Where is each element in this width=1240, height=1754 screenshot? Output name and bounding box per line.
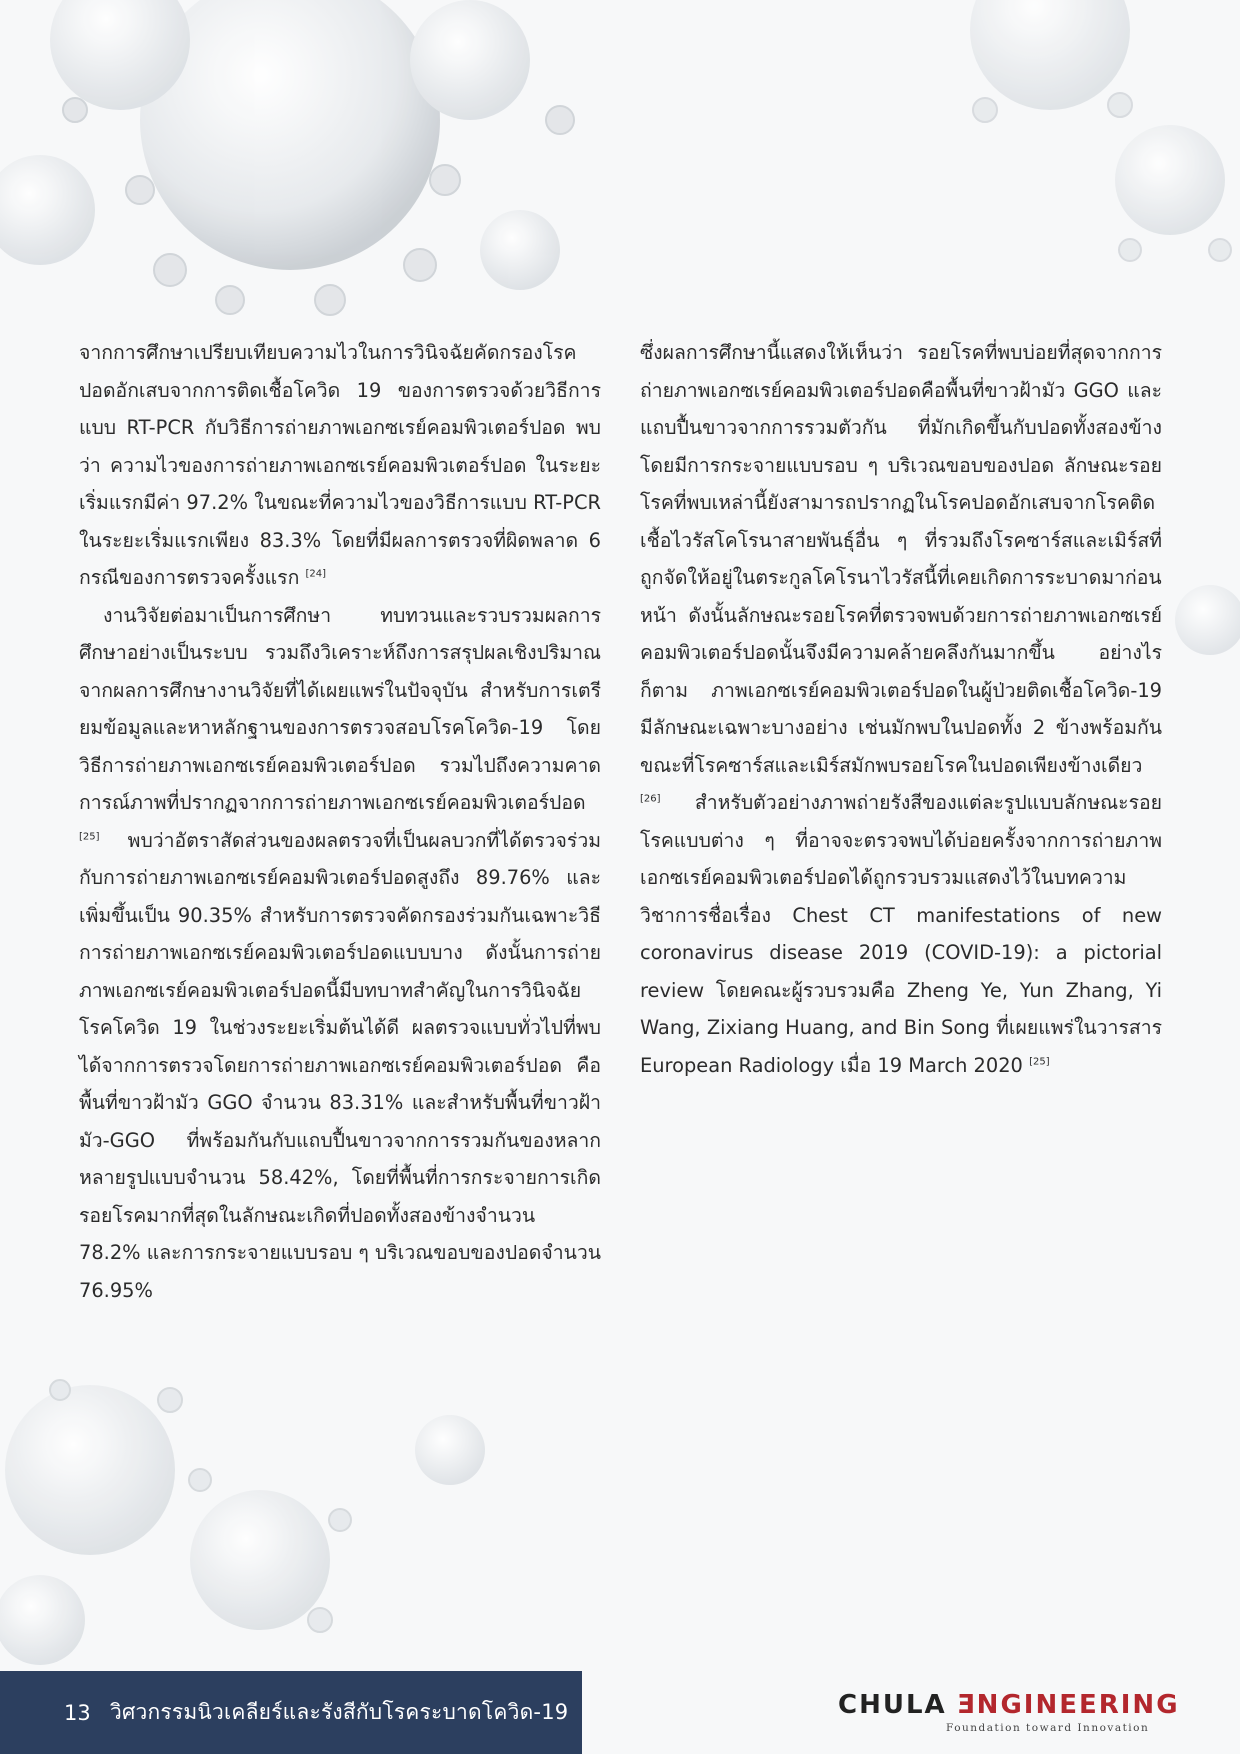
paragraph-1 (79, 334, 601, 597)
citation-ref: [26] (640, 793, 661, 805)
right-text-column (640, 334, 1162, 1084)
footer-bar (0, 1671, 582, 1754)
paragraph-2-text-b: พบว่าอัตราสัดส่วนของผลตรวจที่เป็นผลบวกที่ได้ตรวจร่วมกับการถ่ายภาพเอกซเรย์คอมพิวเตอร์ปอดสูงถึง 89.76% และเพิ่มขึ้นเป็น 90.35% สำหรับการตรวจคัดกรองร่วมกันเฉพาะวิธีการถ่ายภาพเอกซเรย์คอมพิวเตอร์ปอดแบบบาง ดังนั้นการถ่ายภาพเอกซเรย์คอมพิวเตอร์ปอดนี้มีบทบาทสำคัญในการวินิจฉัยโรคโควิด 19 ในช่วงระยะเริ่มต้นได้ดี ผลตรวจแบบทั่วไปที่พบได้จากการตรวจโดยการถ่ายภาพเอกซเรย์คอมพิวเตอร์ปอด คือ พื้นที่ขาวฝ้ามัว GGO จำนวน 83.31% และสำหรับพื้นที่ขาวฝ้ามัว-GGO ที่พร้อมกันกับแถบปื้นขาวจากการรวมกันของหลากหลายรูปแบบจำนวน 58.42%, โดยที่พื้นที่การกระจายการเกิดรอยโรคมากที่สุดในลักษณะเกิดที่ปอดทั้งสองข้างจำนวน 78.2% และการกระจายแบบรอบ ๆ บริเวณขอบของปอดจำนวน 76.95% (79, 828, 602, 1302)
logo-tagline: Foundation toward Innovation (946, 1722, 1150, 1734)
left-text-column (79, 334, 601, 1309)
citation-ref: [24] (305, 568, 327, 580)
paragraph-2-text-a: งานวิจัยต่อมาเป็นการศึกษา ทบทวนและรวบรวมผลการศึกษาอย่างเป็นระบบ รวมถึงวิเคราะห์ถึงการสรุปผลเชิงปริมาณจากผลการศึกษางานวิจัยที่ได้เผยแพร่ในปัจจุบัน สำหรับการเตรียมข้อมูลและหาหลักฐานของการตรวจสอบโรคโควิด-19 โดยวิธีการถ่ายภาพเอกซเรย์คอมพิวเตอร์ปอด รวมไปถึงความคาดการณ์ภาพที่ปรากฏจากการถ่ายภาพเอกซเรย์คอมพิวเตอร์ปอด (79, 603, 601, 814)
virus-cluster-top (0, 0, 574, 315)
paragraph-3 (640, 334, 1162, 1084)
logo-chula-text: CHULA (838, 1690, 947, 1720)
logo-wordmark (838, 1690, 1178, 1720)
paragraph-1-text: จากการศึกษาเปรียบเทียบความไวในการวินิจฉัยคัดกรองโรคปอดอักเสบจากการติดเชื้อโควิด 19 ของการตรวจด้วยวิธีการแบบ RT-PCR กับวิธีการถ่ายภาพเอกซเรย์คอมพิวเตอร์ปอด พบว่า ความไวของการถ่ายภาพเอกซเรย์คอมพิวเตอร์ปอด ในระยะเริ่มแรกมีค่า 97.2% ในขณะที่ความไวของวิธีการแบบ RT-PCR ในระยะเริ่มแรกเพียง 83.3% โดยที่มีผลการตรวจที่ผิดพลาด 6 กรณีของการตรวจครั้งแรก (79, 341, 601, 589)
virus-cluster-bottom-left (0, 1380, 485, 1665)
citation-ref: [25] (79, 831, 100, 843)
page-number: 13 (64, 1700, 91, 1725)
paragraph-3-text-a: ซึ่งผลการศึกษานี้แสดงให้เห็นว่า รอยโรคที่พบบ่อยที่สุดจากการถ่ายภาพเอกซเรย์คอมพิวเตอร์ปอดคือพื้นที่ขาวฝ้ามัว GGO และแถบปื้นขาวจากการรวมตัวกัน ที่มักเกิดขึ้นกับปอดทั้งสองข้างโดยมีการกระจายแบบรอบ ๆ บริเวณขอบของปอด ลักษณะรอยโรคที่พบเหล่านี้ยังสามารถปรากฏในโรคปอดอักเสบจากโรคติดเชื้อไวรัสโคโรนาสายพันธุ์อื่น ๆ ที่รวมถึงโรคซาร์สและเมิร์สที่ถูกจัดให้อยู่ในตระกูลโคโรนาไวรัสนี้ที่เคยเกิดการระบาดมาก่อนหน้า ดังนั้นลักษณะรอยโรคที่ตรวจพบด้วยการถ่ายภาพเอกซเรย์คอมพิวเตอร์ปอดนั้นจึงมีความคล้ายคลึงกันมากขึ้น อย่างไรก็ตาม ภาพเอกซเรย์คอมพิวเตอร์ปอดในผู้ป่วยติดเชื้อโควิด-19 มีลักษณะเฉพาะบางอย่าง เช่นมักพบในปอดทั้ง 2 ข้างพร้อมกัน ขณะที่โรคซาร์สและเมิร์สมักพบรอยโรคในปอดเพียงข้างเดียว (640, 341, 1162, 777)
footer-title: วิศวกรรมนิวเคลียร์และรังสีกับโรคระบาดโควิด-19 (110, 1700, 569, 1724)
paragraph-2 (79, 597, 601, 1310)
chula-engineering-logo (838, 1690, 1178, 1734)
logo-engineering-text: ƎNGINEERING (956, 1690, 1180, 1720)
citation-ref: [25] (1029, 1056, 1050, 1068)
paragraph-3-text-b: สำหรับตัวอย่างภาพถ่ายรังสีของแต่ละรูปแบบลักษณะรอยโรคแบบต่าง ๆ ที่อาจจะตรวจพบได้บ่อยครั้งจากการถ่ายภาพเอกซเรย์คอมพิวเตอร์ปอดได้ถูกรวบรวมแสดงไว้ในบทความวิชาการชื่อเรื่อง Chest CT manifestations of new coronavirus disease 2019 (COVID-19): a pictorial review โดยคณะผู้รวบรวมคือ Zheng Ye, Yun Zhang, Yi Wang, Zixiang Huang, and Bin Song ที่เผยแพร่ในวารสาร European Radiology เมื่อ 19 March 2020 (640, 791, 1162, 1077)
